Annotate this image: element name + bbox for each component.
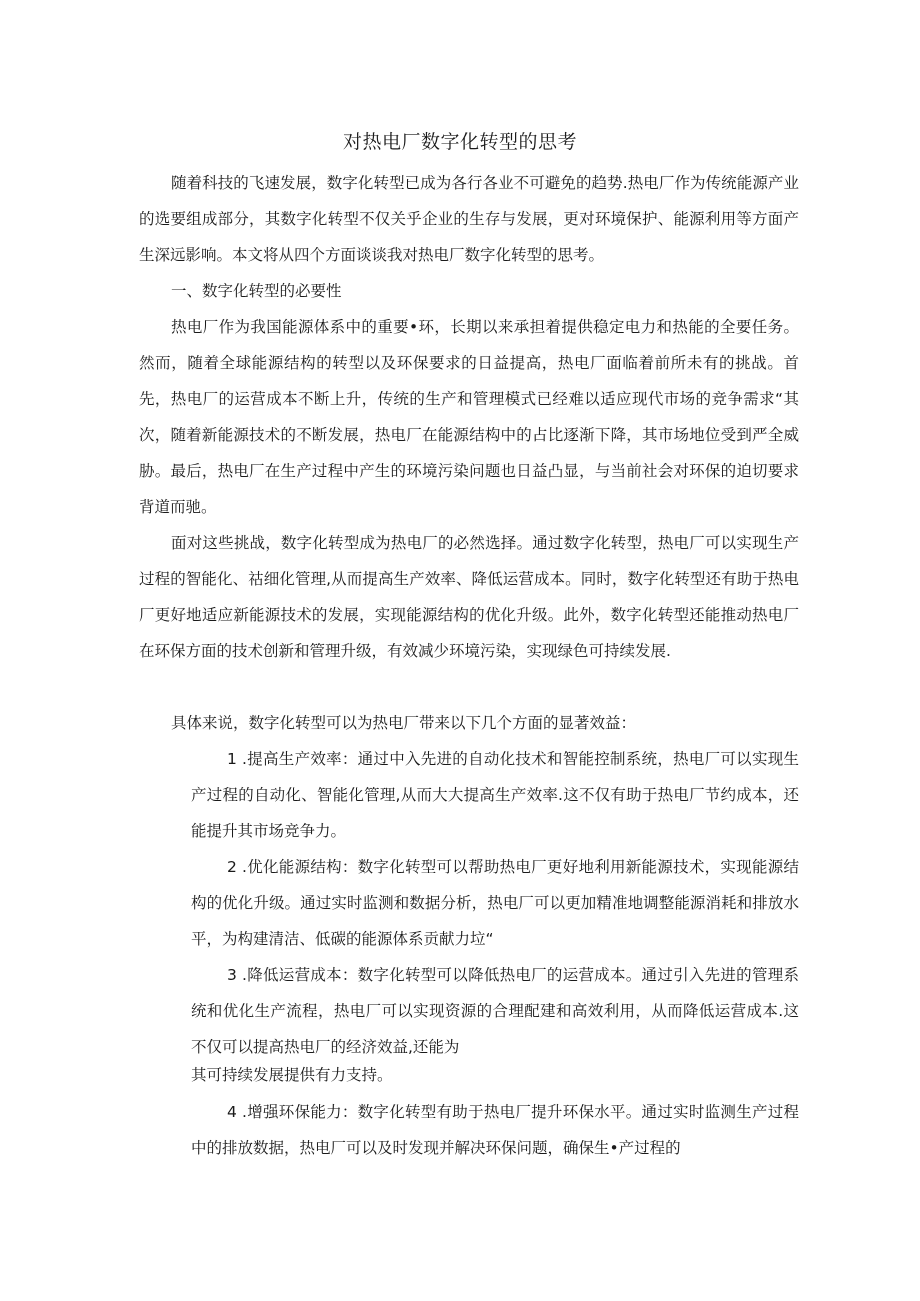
paragraph-necessity: 面对这些挑战，数字化转型成为热电厂的必然选择。通过数字化转型，热电厂可以实现生产过程的智能化、祜细化管理,从而提高生产效率、降低运营成本。同时，数字化转型还有助于热电厂更好地适应新能源技术的发展，实现能源结构的优化升级。此外，数字化转型还能推动热电厂在环保方面的技术创新和管理升级，有效减少环境污染，实现绿色可持续发展.: [139, 534, 799, 660]
section-heading: 一、数字化转型的必要性: [171, 282, 342, 300]
list-item-2: 2 .优化能源结构：数字化转型可以帮助热电厂更好地利用新能源技术，实现能源结构的优化升级。通过实时监测和数据分析，热电厂可以更加精准地调整能源消耗和排放水平，为构建清洁、低碳的能源体系贡献力垃“: [191, 858, 799, 948]
list-item-1: 1 .提高生产效率：通过中入先进的自动化技术和智能控制系统，热电厂可以实现生产过程的自动化、智能化管理,从而大大提高生产效率.这不仅有助于热电厂节约成本，还能提升其市场竞争力。: [191, 750, 799, 840]
list-item-3: 3 .降低运营成本：数字化转型可以降低热电厂的运营成本。通过引入先进的管理系统和优化生产流程，热电厂可以实现资源的合理配建和高效利用，从而降低运营成本.这不仅可以提高热电厂的经济效益,还能为: [191, 966, 799, 1056]
paragraph-benefits-intro: 具体来说，数字化转型可以为热电厂带来以下几个方面的显著效益：: [171, 714, 637, 732]
document-title: 对热电厂数字化转型的思考: [342, 131, 577, 153]
list-item-3-continuation: 其可持续发展提供有力支持。: [191, 1066, 393, 1084]
paragraph-challenges: 热电厂作为我国能源体系中的重要•环，长期以来承担着提供稳定电力和热能的全要任务。然而，随着全球能源结构的转型以及环保要求的日益提高，热电厂面临着前所未有的挑战。首先，热电厂的运营成本不断上升，传统的生产和管理模式已经难以适应现代市场的竞争需求“其次，随着新能源技术的不断发展，热电厂在能源结构中的占比逐渐下降，其市场地位受到严全威胁。最后，热电厂在生产过程中产生的环境污染问题也日益凸显，与当前社会对环保的迫切要求背道而驰。: [139, 318, 799, 516]
intro-paragraph: 随着科技的飞速发展，数字化转型已成为各行各业不可避免的趋势.热电厂作为传统能源产业的选要组成部分，其数字化转型不仅关乎企业的生存与发展，更对环境保护、能源利用等方面产生深远影响。本文将从四个方面谈谈我对热电厂数字化转型的思考。: [139, 174, 799, 264]
list-item-4: 4 .增强环保能力：数字化转型有助于热电厂提升环保水平。通过实时监测生产过程中的排放数据，热电厂可以及时发现并解决环保问题，确保生•产过程的: [191, 1103, 799, 1157]
